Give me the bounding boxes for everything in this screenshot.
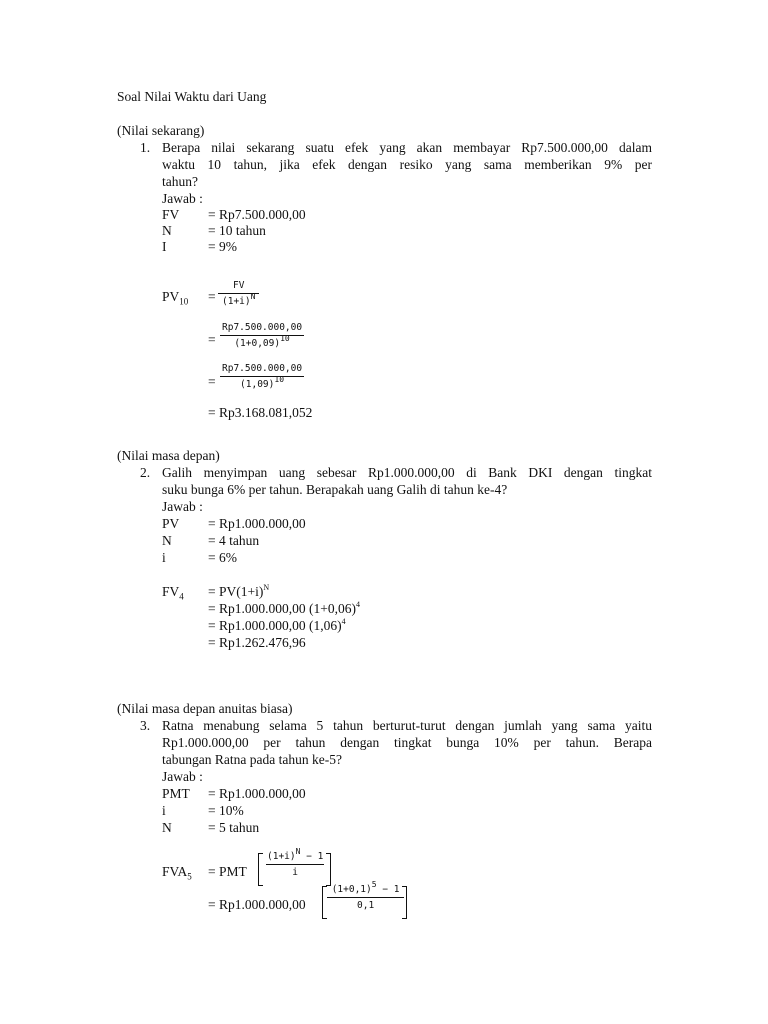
- result-2: = Rp1.262.476,96: [208, 635, 306, 650]
- annuity-fraction-substituted: [327, 879, 404, 912]
- fraction-numerator: Rp7.500.000,00: [222, 363, 303, 374]
- section-2-heading: (Nilai masa depan): [117, 448, 220, 463]
- section-3-heading: (Nilai masa depan anuitas biasa): [117, 701, 293, 716]
- var-pmt-label: PMT: [162, 786, 190, 801]
- var-pv-label: PV: [162, 516, 180, 531]
- var-i-value: = 10%: [208, 803, 244, 818]
- fraction-denominator: $(1,09)^{10}$: [220, 376, 304, 391]
- result-1: = Rp3.168.081,052: [208, 405, 313, 420]
- question-3-line-3: tabungan Ratna pada tahun ke-5?: [162, 752, 342, 767]
- question-1-number: 1.: [140, 140, 151, 155]
- fva-step-2-prefix: = Rp1.000.000,00: [208, 897, 306, 912]
- fva-step-1-prefix: = PMT: [208, 864, 247, 879]
- document-title: Soal Nilai Waktu dari Uang: [117, 89, 267, 104]
- answer-2-label: Jawab :: [162, 499, 203, 514]
- fraction-numerator: FV: [232, 280, 245, 291]
- fraction-numerator: Rp7.500.000,00: [222, 322, 303, 333]
- fraction-step-3: [218, 363, 306, 391]
- fraction-fv-over-1-plus-i: [218, 280, 259, 308]
- fraction-denominator: $(1+0,09)^{10}$: [220, 335, 303, 350]
- var-i-label: i: [162, 550, 166, 565]
- question-3-line-2: Rp1.000.000,00 per tahun dengan tingkat bunga 10% per tahun. Berapa: [162, 735, 652, 750]
- var-i-label: i: [162, 803, 166, 818]
- fva-label: $FVA_5$: [162, 864, 192, 882]
- eq-sign-1: =: [208, 289, 216, 304]
- fv-step-1: = $PV(1+i)^N$: [208, 582, 270, 599]
- var-n-value: = 5 tahun: [208, 820, 260, 835]
- pv-subscript: 10: [179, 296, 189, 307]
- annuity-fraction-general: [263, 846, 327, 879]
- fraction-denominator: $(1+i)^N$: [218, 293, 259, 308]
- var-i-value: = 9%: [208, 239, 237, 254]
- question-1-line-2: waktu 10 tahun, jika efek dengan resiko yang sama memberikan 9% per: [162, 157, 652, 172]
- fv-step-2: = Rp1.000.000,00 $(1+0,06)^4$: [208, 599, 360, 616]
- fraction-numerator: $(1+0,1)^5 - 1$: [331, 879, 400, 895]
- var-i-value: = 6%: [208, 550, 237, 565]
- fv-subscript: 4: [179, 591, 184, 602]
- var-n-label: N: [162, 533, 172, 548]
- question-1-line-3: tahun?: [162, 174, 198, 189]
- answer-3-label: Jawab :: [162, 769, 203, 784]
- var-n-label: N: [162, 223, 172, 238]
- var-i-label: I: [162, 239, 167, 254]
- answer-1-label: Jawab :: [162, 191, 203, 206]
- var-fv-value: = Rp7.500.000,00: [208, 207, 306, 222]
- fv-label: $FV_4$: [162, 584, 184, 602]
- question-2-line-2: suku bunga 6% per tahun. Berapakah uang Galih di tahun ke-4?: [162, 482, 508, 497]
- question-3-line-1: Ratna menabung selama 5 tahun berturut-turut dengan jumlah yang sama yaitu: [162, 718, 652, 733]
- var-n-value: = 4 tahun: [208, 533, 260, 548]
- fraction-denominator: 0,1: [327, 897, 404, 912]
- fraction-step-2: [218, 322, 306, 350]
- right-bracket: [326, 853, 331, 886]
- question-2-line-1: Galih menyimpan uang sebesar Rp1.000.000,00 di Bank DKI dengan tingkat: [162, 465, 652, 480]
- question-1-line-1: Berapa nilai sekarang suatu efek yang akan membayar Rp7.500.000,00 dalam: [162, 140, 652, 155]
- question-3-number: 3.: [140, 718, 151, 733]
- var-n-value: = 10 tahun: [208, 223, 266, 238]
- eq-sign-3: =: [208, 374, 216, 389]
- section-1-heading: (Nilai sekarang): [117, 123, 205, 138]
- pv-label: $PV_{10}$: [162, 289, 189, 307]
- fraction-denominator: i: [266, 864, 324, 879]
- eq-sign-2: =: [208, 332, 216, 347]
- fraction-numerator: $(1+i)^N - 1$: [267, 846, 324, 862]
- fv-step-3: = Rp1.000.000,00 $(1,06)^4$: [208, 616, 346, 633]
- var-n-label: N: [162, 820, 172, 835]
- right-bracket: [402, 886, 407, 919]
- fva-subscript: 5: [187, 871, 192, 882]
- question-2-number: 2.: [140, 465, 151, 480]
- var-fv-label: FV: [162, 207, 180, 222]
- var-pv-value: = Rp1.000.000,00: [208, 516, 306, 531]
- var-pmt-value: = Rp1.000.000,00: [208, 786, 306, 801]
